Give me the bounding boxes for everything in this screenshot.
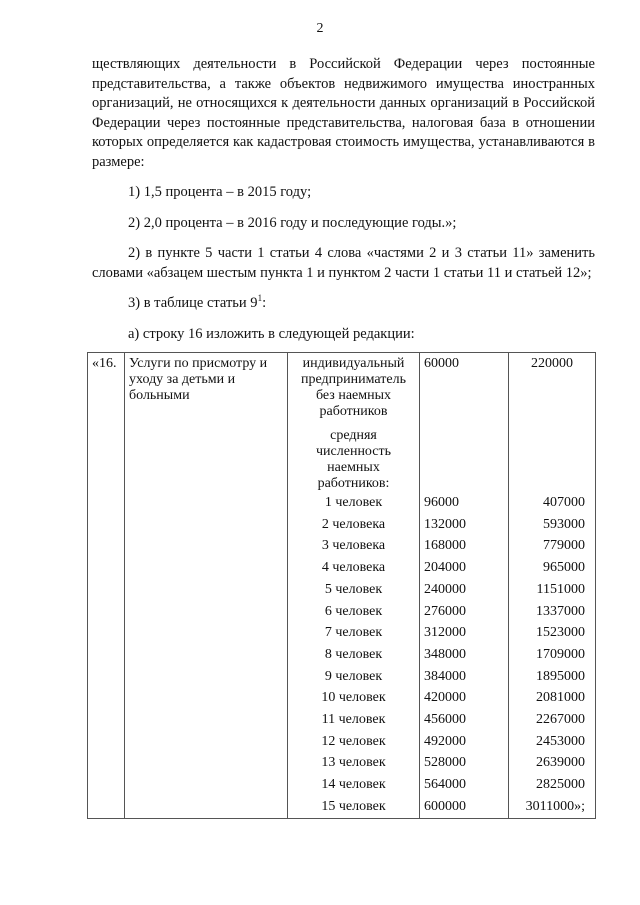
income-value: 240000 <box>420 579 509 601</box>
page-number: 2 <box>316 21 324 36</box>
paragraph-amendment-3 <box>92 294 595 314</box>
rates-table <box>87 352 596 819</box>
tax-value: 1709000 <box>509 644 596 666</box>
row-number-cell <box>88 687 125 709</box>
headcount-label: 5 человек <box>288 579 420 601</box>
income-value: 168000 <box>420 535 509 557</box>
income-value: 204000 <box>420 557 509 579</box>
income-value: 132000 <box>420 514 509 536</box>
service-cell <box>125 709 288 731</box>
paragraph-rate-2015: 1) 1,5 процента – в 2015 году; <box>128 184 312 200</box>
income-cell: 60000 <box>420 353 509 493</box>
headcount-label: 1 человек <box>288 492 420 514</box>
tax-value: 2081000 <box>509 687 596 709</box>
service-cell: Услуги по присмотру и уходу за детьми и больными <box>125 353 288 493</box>
table-row <box>88 796 596 818</box>
income-value: 564000 <box>420 774 509 796</box>
income-value: 384000 <box>420 666 509 688</box>
service-cell <box>125 687 288 709</box>
row-number-cell <box>88 492 125 514</box>
paragraph-amendment-3-end: : <box>262 295 267 311</box>
table-row <box>88 644 596 666</box>
table-row <box>88 687 596 709</box>
table-row <box>88 514 596 536</box>
service-cell <box>125 557 288 579</box>
tax-value: 2453000 <box>509 731 596 753</box>
income-value: 456000 <box>420 709 509 731</box>
tax-value: 593000 <box>509 514 596 536</box>
tax-cell: 220000 <box>509 353 596 493</box>
table-row <box>88 557 596 579</box>
paragraph-amendment-2: 2) в пункте 5 части 1 статьи 4 слова «частями 2 и 3 статьи 11» заменить словами «абзацем шестым пункта 1 и пунктом 2 части 1 статьи 11 и статьей 12»; <box>92 245 595 281</box>
service-cell <box>125 535 288 557</box>
table-row <box>88 709 596 731</box>
income-value: 348000 <box>420 644 509 666</box>
paragraph-rate-2016: 2) 2,0 процента – в 2016 году и последующие годы.»; <box>128 214 457 231</box>
row-number-cell <box>88 796 125 818</box>
table-row <box>88 601 596 623</box>
table-row <box>88 535 596 557</box>
tax-value: 2639000 <box>509 752 596 774</box>
headcount-label: 4 человека <box>288 557 420 579</box>
headcount-label: 12 человек <box>288 731 420 753</box>
service-cell <box>125 514 288 536</box>
tax-value: 407000 <box>509 492 596 514</box>
headcount-label: 14 человек <box>288 774 420 796</box>
service-cell <box>125 666 288 688</box>
table-row <box>88 492 596 514</box>
headcount-category: средняя численность наемных работников: <box>316 428 391 491</box>
headcount-label: 7 человек <box>288 622 420 644</box>
headcount-label: 3 человека <box>288 535 420 557</box>
income-value: 600000 <box>420 796 509 818</box>
service-cell <box>125 752 288 774</box>
row-number-cell <box>88 731 125 753</box>
row-number-cell <box>88 514 125 536</box>
service-cell <box>125 622 288 644</box>
row-number-cell: «16. <box>88 353 125 493</box>
headcount-label: 13 человек <box>288 752 420 774</box>
income-value: 96000 <box>420 492 509 514</box>
service-cell <box>125 731 288 753</box>
headcount-label: 6 человек <box>288 601 420 623</box>
service-cell <box>125 774 288 796</box>
income-value: 420000 <box>420 687 509 709</box>
tax-value: 779000 <box>509 535 596 557</box>
service-cell <box>125 601 288 623</box>
row-number-cell <box>88 557 125 579</box>
tax-value: 3011000»; <box>509 796 596 818</box>
income-value: 312000 <box>420 622 509 644</box>
paragraph-amendment-3a: а) строку 16 изложить в следующей редакции: <box>128 325 415 342</box>
row-number-cell <box>88 601 125 623</box>
paragraph-amendment-3-text: 3) в таблице статьи 9 <box>128 295 258 311</box>
entrepreneur-category: индивидуальный предприниматель без наемных работников <box>301 356 406 419</box>
tax-value: 1337000 <box>509 601 596 623</box>
row-number-cell <box>88 644 125 666</box>
row-number-cell <box>88 774 125 796</box>
paragraph-continuation: ществляющих деятельности в Российской Федерации через постоянные представительства, а также объектов недвижимого имущества иностранных организаций, не относящихся к деятельности данных организаций в Российской Федерации через постоянные представительства, налоговая база в отношении которых определяется как кадастровая стоимость имущества, устанавливаются в размере: <box>92 56 595 170</box>
service-cell <box>125 492 288 514</box>
headcount-label: 2 человека <box>288 514 420 536</box>
income-value: 528000 <box>420 752 509 774</box>
row-number-cell <box>88 579 125 601</box>
paragraph-amendment-3-superscript: 1 <box>257 293 263 304</box>
tax-value: 1151000 <box>509 579 596 601</box>
tax-value: 1523000 <box>509 622 596 644</box>
headcount-label: 8 человек <box>288 644 420 666</box>
service-cell <box>125 579 288 601</box>
headcount-label: 15 человек <box>288 796 420 818</box>
income-value: 276000 <box>420 601 509 623</box>
income-value: 492000 <box>420 731 509 753</box>
table-row <box>88 731 596 753</box>
row-number-cell <box>88 535 125 557</box>
headcount-label: 10 человек <box>288 687 420 709</box>
tax-value: 1895000 <box>509 666 596 688</box>
category-cell <box>288 353 420 493</box>
row-number-cell <box>88 622 125 644</box>
tax-value: 2825000 <box>509 774 596 796</box>
tax-value: 2267000 <box>509 709 596 731</box>
service-cell <box>125 796 288 818</box>
table-row <box>88 666 596 688</box>
headcount-label: 11 человек <box>288 709 420 731</box>
document-body <box>92 55 595 344</box>
table-row <box>88 622 596 644</box>
row-number-cell <box>88 709 125 731</box>
table-row <box>88 752 596 774</box>
service-cell <box>125 644 288 666</box>
table-row <box>88 353 596 493</box>
table-row <box>88 774 596 796</box>
tax-value: 965000 <box>509 557 596 579</box>
row-number-cell <box>88 752 125 774</box>
headcount-label: 9 человек <box>288 666 420 688</box>
table-row <box>88 579 596 601</box>
row-number-cell <box>88 666 125 688</box>
